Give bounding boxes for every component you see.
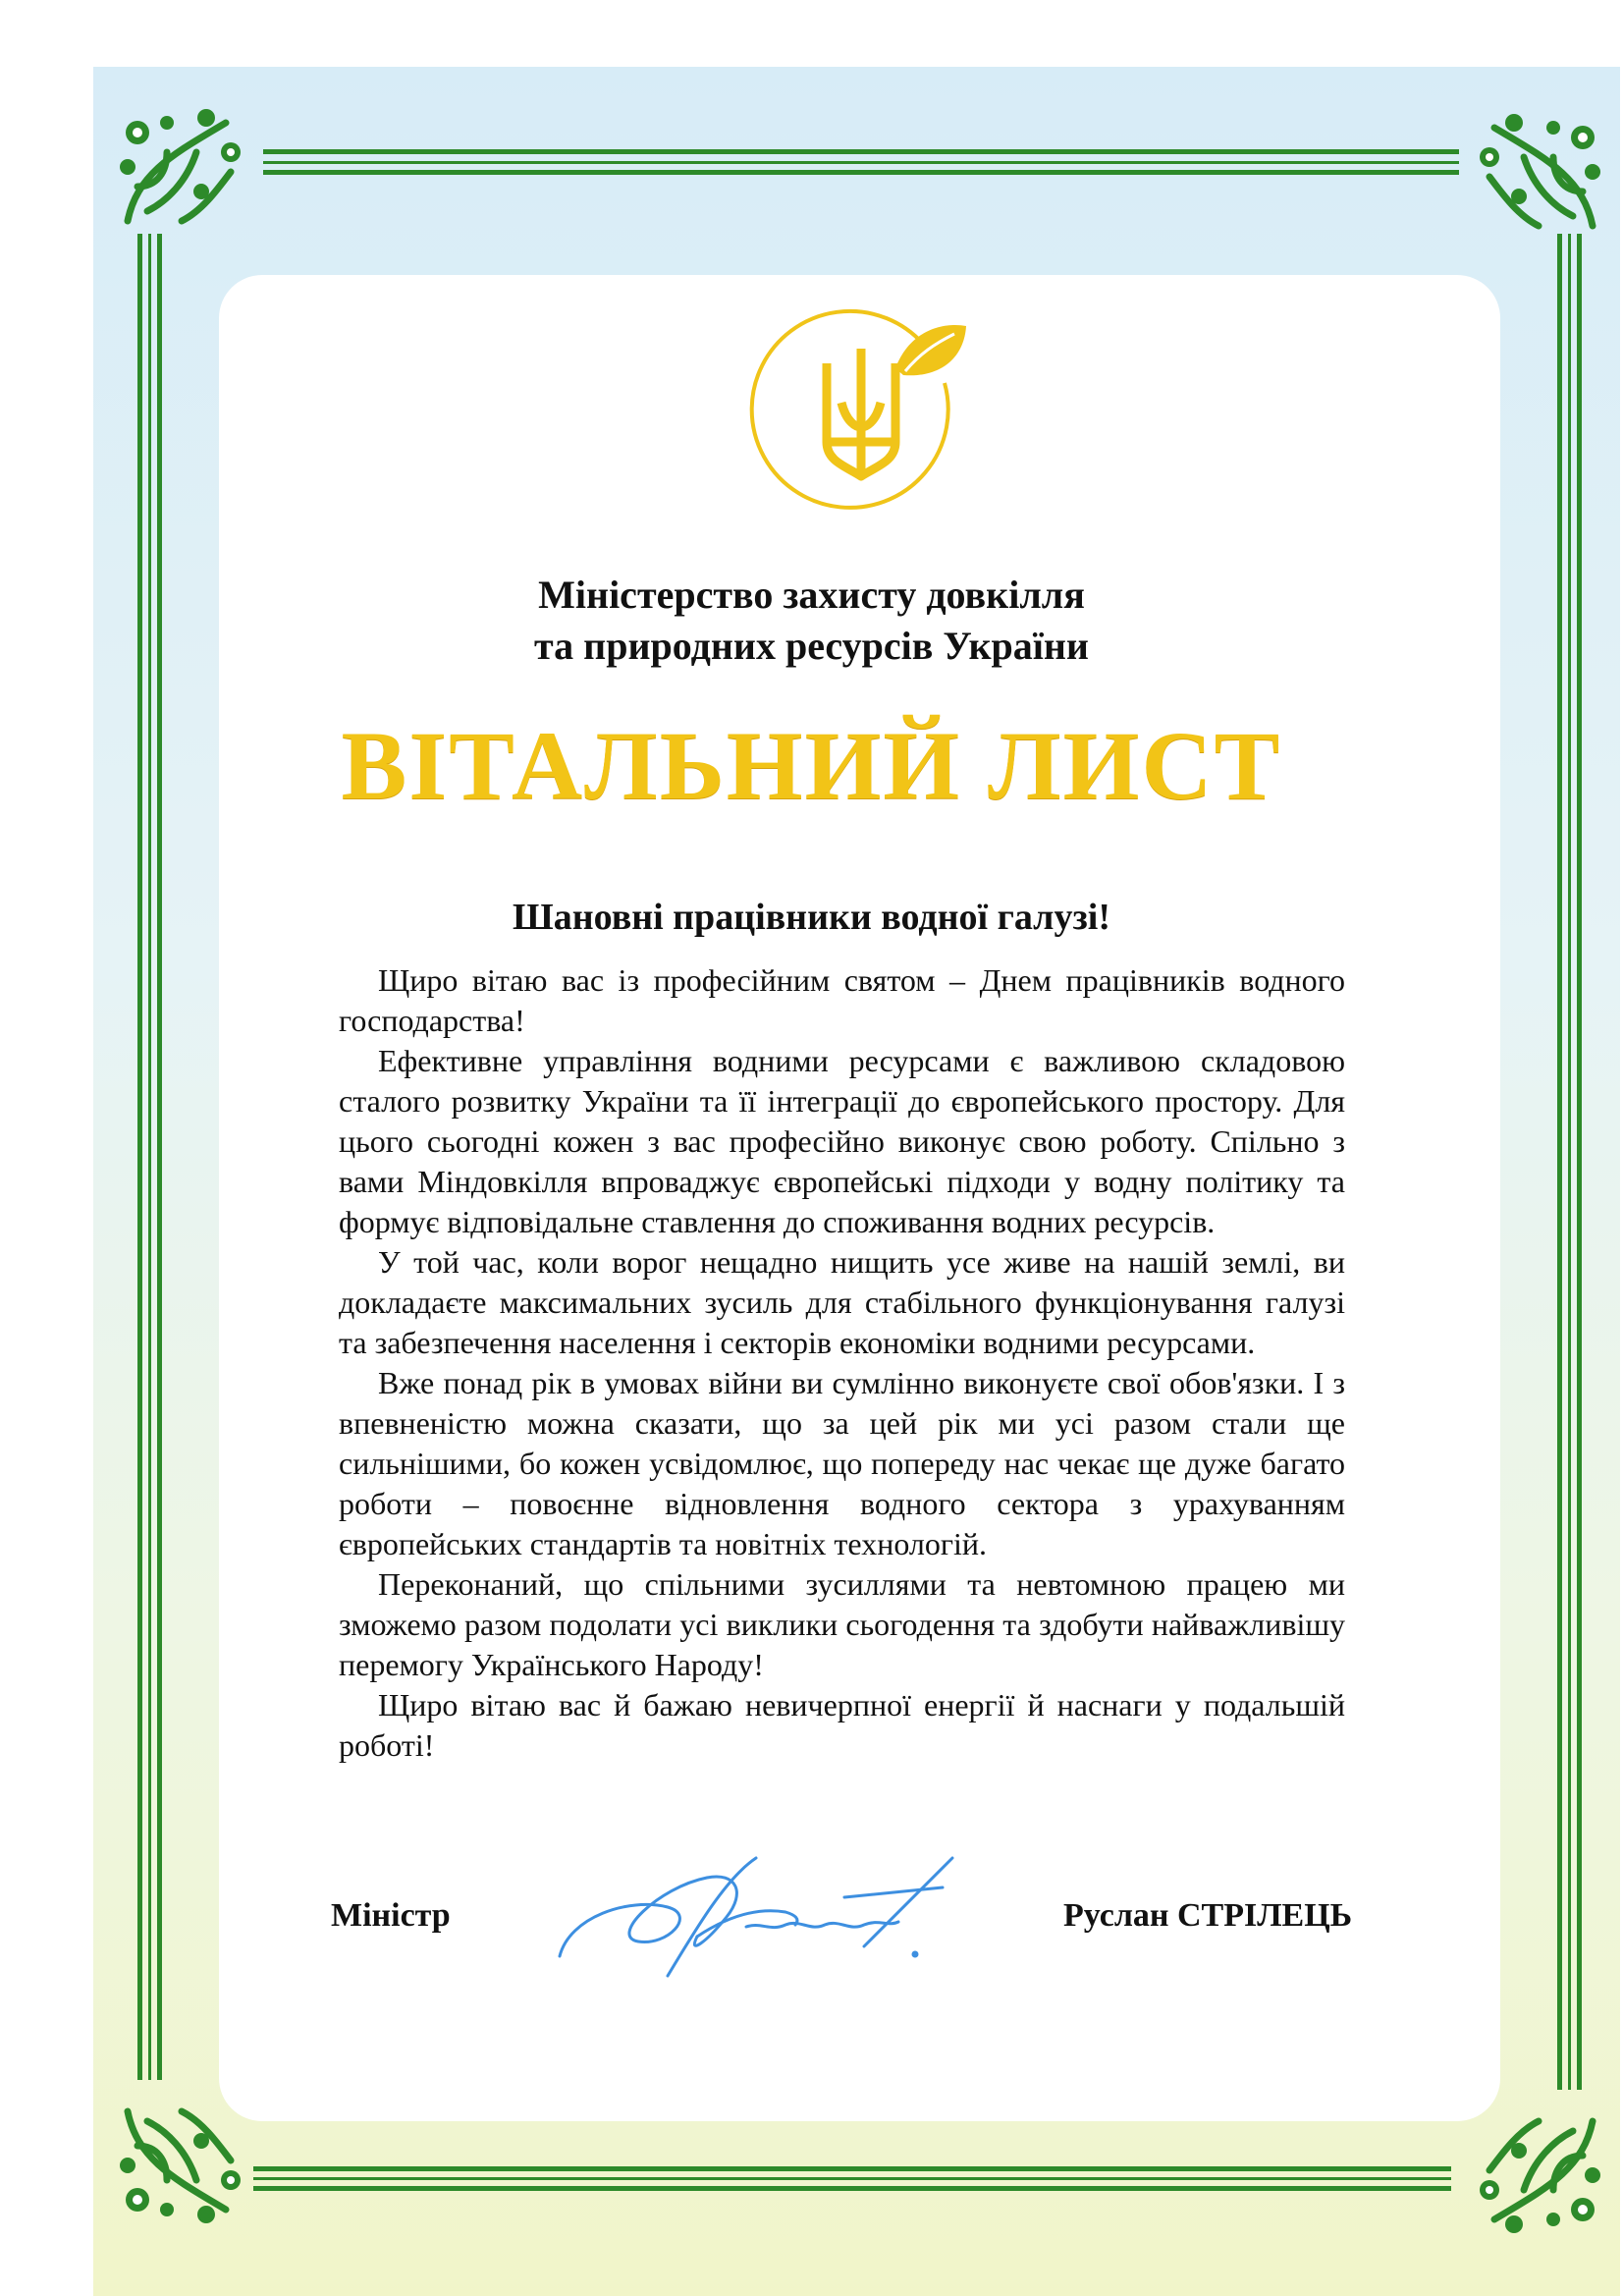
frame-line-left-inner bbox=[148, 234, 151, 2080]
paragraph: Переконаний, що спільними зусиллями та невтомною працею ми зможемо разом подолати усі виклики сьогодення та здобути найважливішу перемогу Українського Народу! bbox=[339, 1566, 1345, 1682]
floral-ornament-icon bbox=[108, 2092, 255, 2239]
ministry-name-line2: та природних ресурсів України bbox=[534, 624, 1089, 668]
frame-line-bottom-outer2 bbox=[253, 2186, 1451, 2191]
frame-line-bottom-inner bbox=[253, 2177, 1451, 2180]
frame-line-right-outer bbox=[1557, 234, 1562, 2090]
frame-line-right-outer2 bbox=[1577, 234, 1582, 2090]
paragraph: Ефективне управління водними ресурсами є важливою складовою сталого розвитку України та її інтеграції до європейського простору. Для цього сьогодні кожен з вас професійно виконує свою роботу. Спільно з вами Міндовкілля впроваджує європейські підходи у водну політику та формує відповідальне ставлення до споживання водних ресурсів. bbox=[339, 1043, 1345, 1239]
trident-leaf-emblem-icon bbox=[748, 304, 974, 530]
signatory-position: Міністр bbox=[331, 1897, 451, 1934]
paragraph: Щиро вітаю вас із професійним святом – Днем працівників водного господарства! bbox=[339, 962, 1345, 1038]
letter-body bbox=[339, 960, 1345, 1766]
floral-ornament-icon bbox=[108, 93, 255, 241]
floral-ornament-icon bbox=[1465, 98, 1612, 246]
frame-line-top-inner bbox=[263, 161, 1459, 164]
document-title: ВІТАЛЬНИЙ ЛИСТ bbox=[341, 711, 1282, 820]
frame-line-bottom-outer bbox=[253, 2166, 1451, 2171]
frame-line-left-outer2 bbox=[157, 234, 162, 2080]
frame-line-left-outer bbox=[137, 234, 142, 2080]
ministry-name bbox=[0, 570, 1623, 672]
floral-ornament-icon bbox=[1465, 2102, 1612, 2249]
paragraph: У той час, коли ворог нещадно нищить усе живе на нашій землі, ви докладаєте максимальних зусиль для стабільного функціонування галузі та забезпечення населення і секторів економіки водними ресурсами. bbox=[339, 1244, 1345, 1360]
paragraph: Щиро вітаю вас й бажаю невичерпної енергії й наснаги у подальшій роботі! bbox=[339, 1687, 1345, 1763]
paragraph: Вже понад рік в умовах війни ви сумлінно виконуєте свої обов'язки. І з впевненістю можна сказати, що за цей рік ми усі разом стали ще сильнішими, бо кожен усвідомлює, що попереду нас чекає ще дуже багато роботи – повоєнне відновлення водного сектора з урахуванням європейських стандартів та новітніх технологій. bbox=[339, 1365, 1345, 1561]
handwritten-signature-icon bbox=[550, 1838, 982, 1986]
frame-line-top-outer bbox=[263, 149, 1459, 154]
frame-line-right-inner bbox=[1568, 234, 1571, 2090]
salutation: Шановні працівники водної галузі! bbox=[513, 897, 1110, 938]
frame-line-top-outer2 bbox=[263, 170, 1459, 175]
signatory-name: Руслан СТРІЛЕЦЬ bbox=[1063, 1897, 1353, 1934]
ministry-name-line1: Міністерство захисту довкілля bbox=[538, 573, 1085, 617]
